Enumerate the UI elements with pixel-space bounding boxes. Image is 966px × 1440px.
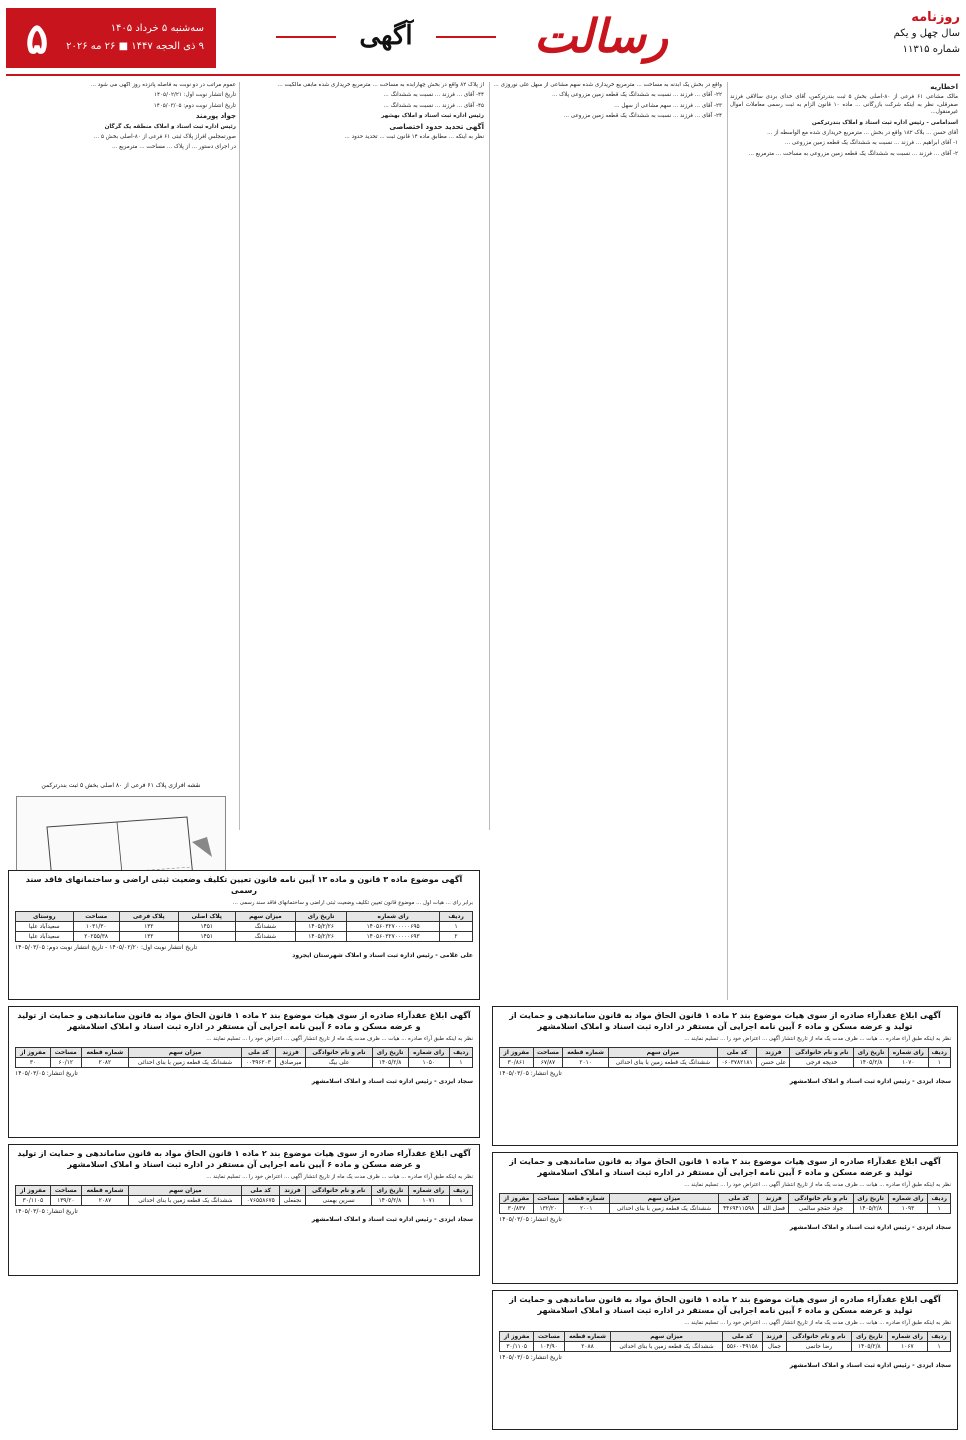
- header-divider: [6, 74, 960, 76]
- newspaper-logo: رسالت: [534, 9, 668, 63]
- notice-box: [8, 870, 480, 1000]
- publish-date: تاریخ انتشار: ۱۴۰۵/۰۳/۰۵: [15, 1208, 78, 1216]
- publish-date: تاریخ انتشار: ۱۴۰۵/۰۳/۰۵: [499, 1070, 562, 1078]
- table-cell: جمال: [763, 1342, 787, 1352]
- publish-date: تاریخ انتشار: ۱۴۰۵/۰۳/۰۵: [499, 1354, 562, 1362]
- table-header-cell: تاریخ رای: [372, 1048, 408, 1058]
- table-row: [16, 922, 473, 932]
- table-header-cell: تاریخ رای: [854, 1048, 889, 1058]
- table-cell: ۱۴۰۵/۲/۸: [853, 1204, 888, 1214]
- table-cell: ۱: [928, 1204, 951, 1214]
- table-cell: ۳۰: [16, 1058, 51, 1068]
- table-cell: ۱۴۰۵۶۰۳۲۷۰۰۰۰۰۶۹۳: [347, 932, 440, 942]
- notice-paragraph: نظر به اینکه ... مطابق ماده ۱۴ قانون ثبت ... تحدید حدود ...: [344, 134, 484, 141]
- table-header-cell: ردیف: [449, 1048, 472, 1058]
- table-header-cell: شماره قطعه: [564, 1332, 611, 1342]
- notice-signature: سجاد ایزدی - رئیس اداره ثبت اسناد و املاک اسلامشهر: [789, 1078, 951, 1086]
- table-cell: رضا حاتمی: [786, 1342, 851, 1352]
- notice-table: [15, 911, 473, 942]
- table-header-row: [16, 1048, 473, 1058]
- table-cell: ۱۳۹/۲۰: [50, 1196, 81, 1206]
- table-cell: علی حسن: [757, 1058, 790, 1068]
- notice-signature: سجاد ایزدی - رئیس اداره ثبت اسناد و املاک اسلامشهر: [789, 1224, 951, 1232]
- notice-paragraph: آقای حسن ... بلاک ۱۸۲ واقع در بخش ... مترمربع خریداری شده مع الواسطه از ...: [767, 130, 958, 137]
- notice-table: [15, 1185, 473, 1206]
- notice-title: آگهی ابلاغ عقدآراء صادره از سوی هیات موضوع بند ۲ ماده ۱ قانون الحاق مواد به قانون ساماندهی و حمایت از تولید و عرضه مسکن و ماده ۶ آیین نامه اجرایی آن مستقر در اداره ثبت اسناد و املاک اسلامشهر: [17, 1149, 471, 1169]
- table-cell: ۳۰/۸۳۷: [500, 1204, 534, 1214]
- table-header-row: [500, 1194, 951, 1204]
- notice-signature: علی غلامی - رئیس اداره ثبت اسناد و املاک شهرستان ایجرود: [292, 952, 473, 960]
- table-header-cell: مفروز از: [16, 1048, 51, 1058]
- table-cell: ششدانگ: [235, 932, 295, 942]
- column-2: [492, 82, 722, 1000]
- table-header-cell: رای شماره: [408, 1186, 449, 1196]
- notice-paragraph: ۲- آقای ... فرزند ... نسبت به ششدانگ یک قطعه زمین مزروعی به مساحت ... مترمربع ...: [748, 150, 958, 157]
- table-header-row: [500, 1332, 951, 1342]
- table-cell: ۱: [449, 1058, 472, 1068]
- notice-text: برابر رای ... هیات اول ... موضوع قانون تعیین تکلیف وضعیت ثبتی اراضی و ساختمانهای فاقد سند رسمی ...: [232, 900, 473, 906]
- table-header-cell: کد ملی: [242, 1186, 280, 1196]
- table-row: [16, 1196, 473, 1206]
- publish-date: تاریخ انتشار نوبت اول: ۱۴۰۵/۰۲/۲۰ - تاریخ انتشار نوبت دوم: ۱۴۰۵/۰۳/۰۵: [15, 944, 198, 952]
- table-cell: ۱۳۲/۲۰: [533, 1204, 563, 1214]
- table-cell: ۱۰۹۳: [888, 1204, 928, 1214]
- notice-paragraph: ۲۳- آقای ... فرزند ... سهم مشاعی از سهل ...: [614, 102, 722, 109]
- table-cell: ۲۰۰۱: [563, 1204, 609, 1214]
- table-header-cell: فرزند: [275, 1048, 306, 1058]
- publish-date: تاریخ انتشار: ۱۴۰۵/۰۳/۰۵: [15, 1070, 78, 1078]
- table-cell: فضل الله: [759, 1204, 789, 1214]
- table-header-cell: میزان سهم: [611, 1332, 722, 1342]
- table-cell: ششدانگ یک قطعه زمین با بنای احداثی: [609, 1204, 718, 1214]
- table-header-cell: شماره قطعه: [563, 1194, 609, 1204]
- table-cell: ششدانگ یک قطعه زمین با بنای احداثی: [129, 1058, 242, 1068]
- table-cell: ششدانگ: [235, 922, 295, 932]
- notice-paragraph: در اجرای دستور ... از پلاک ... مساحت ... مترمربع ...: [112, 144, 236, 151]
- table-header-cell: پلاک فرعی: [119, 912, 178, 922]
- table-cell: ۶۷/۸۷: [533, 1058, 563, 1068]
- notice-text: نظر به اینکه طبق آراء صادره ... هیات ... ظرف مدت یک ماه از تاریخ انتشار آگهی ... اعتراض خود را ... تسلیم نمایند ...: [206, 1174, 473, 1180]
- notice-box: [492, 1290, 958, 1430]
- date-block: [60, 20, 208, 56]
- plan-caption: نقشه افرازی پلاک ۶۱ فرعی از ۸۰ اصلی بخش ۵ ثبت بندرترکمن: [41, 782, 201, 789]
- notice-paragraph: واقع در بخش یک ابدنه به مساحت ... مترمربع خریداری شده سهم مشاعی از سهل علی نوروزی ...: [493, 82, 722, 88]
- notice-text: نظر به اینکه طبق آراء صادره ... هیات ... ظرف مدت یک ماه از تاریخ انتشار آگهی ... اعتراض خود را ... تسلیم نمایند ...: [684, 1036, 951, 1042]
- table-cell: جواد حقجو سالمی: [789, 1204, 853, 1214]
- brand-label: روزنامه: [911, 10, 960, 25]
- table-header-cell: مساحت: [533, 1048, 563, 1058]
- notice-box: [492, 1006, 958, 1146]
- column-divider: [239, 82, 240, 830]
- notice-paragraph: ۱- آقای ابراهیم ... فرزند ... نسبت به ششدانگ یک قطعه زمین مزروعی ...: [784, 140, 958, 147]
- notice-text: نظر به اینکه طبق آراء صادره ... هیات ... ظرف مدت یک ماه از تاریخ انتشار آگهی ... اعتراض خود را ... تسلیم نمایند ...: [684, 1320, 951, 1326]
- table-header-cell: تاریخ رای: [296, 912, 347, 922]
- table-header-cell: روستای: [16, 912, 74, 922]
- table-header-cell: ردیف: [928, 1332, 951, 1342]
- table-cell: ۰۷۶۵۵۸۶۷۵: [242, 1196, 280, 1206]
- table-header-cell: شماره قطعه: [81, 1048, 129, 1058]
- table-header-cell: مساحت: [534, 1332, 564, 1342]
- table-header-row: [16, 912, 473, 922]
- table-header-cell: مفروز از: [500, 1332, 534, 1342]
- notice-paragraph: مالک مشاعی ۶۱ فرعی از ۸۰-اصلی بخش ۵ ثبت بندرترکمن، آقای خدای بردی سالاقی فرزند صفرقلی، نظر به اینکه شرکت بازرگانی ... ماده ۱۰ قانون الزام به ثبت رسمی معاملات اموال غیرمنقول...: [730, 94, 958, 116]
- table-cell: سعیدآباد علیا: [16, 922, 74, 932]
- table-header-cell: کد ملی: [241, 1048, 275, 1058]
- table-cell: ۱۴۰۵/۲/۸: [854, 1058, 889, 1068]
- table-header-cell: فرزند: [759, 1194, 789, 1204]
- table-cell: ششدانگ یک قطعه زمین با بنای احداثی: [609, 1058, 718, 1068]
- table-header-cell: مساحت: [73, 912, 119, 922]
- table-cell: ۳۰/۸۶۱: [500, 1058, 534, 1068]
- table-row: [500, 1204, 951, 1214]
- table-row: [16, 932, 473, 942]
- table-header-cell: تاریخ رای: [372, 1186, 408, 1196]
- table-header-row: [500, 1048, 951, 1058]
- issue-number: شماره ۱۱۳۱۵: [902, 44, 960, 55]
- notice-table: [499, 1047, 951, 1068]
- table-header-cell: نام و نام خانوادگی: [306, 1048, 372, 1058]
- notice-title: آگهی ابلاغ عقدآراء صادره از سوی هیات موضوع بند ۲ ماده ۱ قانون الحاق مواد به قانون ساماندهی و حمایت از تولید و عرضه مسکن و ماده ۶ آیین نامه اجرایی آن مستقر در اداره ثبت اسناد و املاک اسلامشهر: [17, 1011, 471, 1031]
- date-other: ۹ ذی الحجه ۱۴۴۷ ■ ۲۶ مه ۲۰۲۶: [66, 41, 204, 52]
- table-cell: ۲۰۸۷: [81, 1196, 129, 1206]
- table-cell: ۲۰۸۸: [564, 1342, 611, 1352]
- table-header-cell: تاریخ رای: [852, 1332, 888, 1342]
- table-header-cell: ردیف: [449, 1186, 472, 1196]
- date-banner: [6, 8, 216, 68]
- notice-paragraph: ۲۲- آقای ... فرزند ... نسبت به ششدانگ یک قطعه زمین مزروعی پلاک ...: [552, 92, 722, 99]
- notice-signature: رئیس اداره ثبت اسناد و املاک منطقه یک گرگان: [104, 123, 236, 130]
- notice-table: [499, 1331, 951, 1352]
- table-cell: ۱۴۵۱: [178, 932, 235, 942]
- table-header-cell: میزان سهم: [129, 1048, 242, 1058]
- table-header-cell: رای شماره: [888, 1194, 928, 1204]
- notice-title: آگهی ابلاغ عقدآراء صادره از سوی هیات موضوع بند ۲ ماده ۱ قانون الحاق مواد به قانون ساماندهی و حمایت از تولید و عرضه مسکن و ماده ۶ آیین نامه اجرایی آن مستقر در اداره ثبت اسناد و املاک اسلامشهر: [509, 1157, 941, 1177]
- table-header-cell: رای شماره: [888, 1048, 928, 1058]
- notice-signature: رئیس اداره ثبت اسناد و املاک بهشهر: [381, 113, 484, 120]
- table-header-cell: تاریخ رای: [853, 1194, 888, 1204]
- table-cell: ۱: [440, 922, 473, 932]
- table-cell: ۲۰۱۰: [563, 1058, 609, 1068]
- notice-title: آگهی ابلاغ عقدآراء صادره از سوی هیات موضوع بند ۲ ماده ۱ قانون الحاق مواد به قانون ساماندهی و حمایت از تولید و عرضه مسکن و ماده ۶ آیین نامه اجرایی آن مستقر در اداره ثبت اسناد و املاک اسلامشهر: [509, 1295, 941, 1315]
- table-cell: ۱۰۵۰: [408, 1058, 449, 1068]
- issue-year: سال چهل و یکم: [893, 28, 960, 39]
- publish-date: تاریخ انتشار نوبت اول: ۱۴۰۵/۰۲/۲۱: [154, 92, 236, 99]
- table-row: [500, 1342, 951, 1352]
- notice-box: [8, 1144, 480, 1276]
- table-cell: ۱: [449, 1196, 472, 1206]
- table-cell: نجفعلی: [280, 1196, 306, 1206]
- table-cell: ۱۳۲: [119, 922, 178, 932]
- masthead: [6, 6, 960, 72]
- table-cell: ۱۰۷۰: [888, 1058, 928, 1068]
- table-header-cell: پلاک اصلی: [178, 912, 235, 922]
- column-divider: [727, 82, 728, 1000]
- page-number: ۵: [25, 13, 49, 63]
- table-header-cell: رای شماره: [887, 1332, 928, 1342]
- table-cell: خدیجه فرجی: [790, 1058, 854, 1068]
- table-cell: ۳۰/۱۱۰۵: [500, 1342, 534, 1352]
- section-title: آگهی: [256, 6, 516, 70]
- table-header-row: [16, 1186, 473, 1196]
- table-header-cell: مساحت: [533, 1194, 563, 1204]
- table-header-cell: مفروز از: [500, 1048, 534, 1058]
- notice-paragraph: ۴۴- آقای ... فرزند ... نسبت به ششدانگ ...: [383, 92, 484, 99]
- column-4: [8, 82, 236, 830]
- table-header-cell: کد ملی: [717, 1048, 757, 1058]
- notice-title: آگهی موضوع ماده ۳ قانون و ماده ۱۳ آیین نامه قانون تعیین تکلیف وضعیت ثبتی اراضی و ساختمانهای فاقد سند رسمی: [25, 875, 463, 895]
- table-cell: ۱: [928, 1058, 950, 1068]
- table-cell: میرصادق: [275, 1058, 306, 1068]
- table-header-cell: ردیف: [928, 1048, 950, 1058]
- table-header-cell: میزان سهم: [129, 1186, 242, 1196]
- table-cell: ۱۴۵۱: [178, 922, 235, 932]
- table-cell: ۶۰/۱۲: [50, 1058, 81, 1068]
- table-header-cell: فرزند: [280, 1186, 306, 1196]
- table-cell: ۱: [928, 1342, 951, 1352]
- notice-paragraph: از پلاک ۸۲ واقع در بخش چهارآبده به مساحت ... مترمربع خریداری شده مابقی مالکیت ...: [277, 82, 484, 88]
- notice-text: نظر به اینکه طبق آراء صادره ... هیات ... ظرف مدت یک ماه از تاریخ انتشار آگهی ... اعتراض خود را ... تسلیم نمایند ...: [206, 1036, 473, 1042]
- table-row: [500, 1058, 951, 1068]
- notice-box: [8, 1006, 480, 1138]
- table-header-cell: کد ملی: [722, 1332, 762, 1342]
- notice-table: [15, 1047, 473, 1068]
- publish-date: تاریخ انتشار نوبت دوم: ۱۴۰۵/۰۳/۰۵: [153, 102, 236, 109]
- table-cell: ۴۴۶۹۴۱۱۵۹۸: [719, 1204, 759, 1214]
- table-cell: ۱۰۶۷: [887, 1342, 928, 1352]
- table-header-cell: فرزند: [763, 1332, 787, 1342]
- notice-paragraph: ۲۴- آقای ... فرزند ... نسبت به ششدانگ یک قطعه زمین مزروعی ...: [563, 113, 722, 120]
- notice-paragraph: ۴۵- آقای ... فرزند ... نسبت به ششدانگ ...: [383, 102, 484, 109]
- table-cell: ششدانگ یک قطعه زمین با بنای احداثی: [129, 1196, 242, 1206]
- table-cell: ۱۴۰۵/۲/۸: [372, 1196, 408, 1206]
- table-header-cell: کد ملی: [719, 1194, 759, 1204]
- table-cell: نسرین بهمنی: [306, 1196, 372, 1206]
- table-header-cell: نام و نام خانوادگی: [790, 1048, 854, 1058]
- notice-box: [492, 1152, 958, 1284]
- notice-table: [499, 1193, 951, 1214]
- table-header-cell: ردیف: [928, 1194, 951, 1204]
- notice-paragraph: عموم مراتب در دو نوبت به فاصله پانزده روز آگهی می شود ...: [90, 82, 236, 88]
- notice-signature: سجاد ایزدی - رئیس اداره ثبت اسناد و املاک اسلامشهر: [789, 1362, 951, 1370]
- table-cell: ۱۴۰۵/۲/۸: [372, 1058, 408, 1068]
- notice-signature: سجاد ایزدی - رئیس اداره ثبت اسناد و املاک اسلامشهر: [311, 1078, 473, 1086]
- table-cell: ۲: [440, 932, 473, 942]
- table-cell: ۲۰۲۵۵/۳۸: [73, 932, 119, 942]
- table-cell: ۱۰۳۱/۳۰: [73, 922, 119, 932]
- column-3: [244, 82, 484, 830]
- table-header-cell: میزان سهم: [609, 1194, 718, 1204]
- notice-signature: اسدامامی - رئیس اداره ثبت اسناد و املاک بندرترکمن: [811, 119, 958, 126]
- table-cell: ۰۰۴۹۶۲۰۳: [241, 1058, 275, 1068]
- table-header-cell: میزان سهم: [609, 1048, 718, 1058]
- table-header-cell: مفروز از: [16, 1186, 51, 1196]
- table-header-cell: رای شماره: [347, 912, 440, 922]
- table-cell: ۱۳۲: [119, 932, 178, 942]
- column-1: [730, 82, 958, 1000]
- table-header-cell: فرزند: [757, 1048, 790, 1058]
- table-cell: ۱۴۰۵۶۰۳۲۷۰۰۰۰۰۶۹۵: [347, 922, 440, 932]
- table-header-cell: نام و نام خانوادگی: [786, 1332, 851, 1342]
- table-cell: ششدانگ یک قطعه زمین با بنای احداثی: [611, 1342, 722, 1352]
- table-header-cell: مساحت: [50, 1186, 81, 1196]
- table-header-cell: شماره قطعه: [81, 1186, 129, 1196]
- table-cell: ۱۴۰۵/۲/۸: [852, 1342, 888, 1352]
- publish-date: تاریخ انتشار: ۱۴۰۵/۰۳/۰۵: [499, 1216, 562, 1224]
- table-header-cell: شماره قطعه: [563, 1048, 609, 1058]
- table-cell: ۱۴۰۵/۲/۲۶: [296, 922, 347, 932]
- table-cell: ۲۰۸۲: [81, 1058, 129, 1068]
- table-cell: ۳۰/۱۱۰۵: [16, 1196, 51, 1206]
- notice-signature: سجاد ایزدی - رئیس اداره ثبت اسناد و املاک اسلامشهر: [311, 1216, 473, 1224]
- table-row: [16, 1058, 473, 1068]
- table-cell: ۰۶۰۳۷۸۲۱۸۱: [717, 1058, 757, 1068]
- table-header-cell: میزان سهم: [235, 912, 295, 922]
- table-header-cell: مساحت: [50, 1048, 81, 1058]
- table-cell: علی بیگ: [306, 1058, 372, 1068]
- notice-text: نظر به اینکه طبق آراء صادره ... هیات ... ظرف مدت یک ماه از تاریخ انتشار آگهی ... اعتراض خود را ... تسلیم نمایند ...: [684, 1182, 951, 1188]
- issue-info: [790, 10, 960, 66]
- notice-paragraph: صورتمجلس افراز پلاک ثبتی ۶۱ فرعی از ۸۰-اصلی بخش ۵ ...: [93, 134, 236, 141]
- notice-heading: اخطاریه: [930, 83, 958, 91]
- table-header-cell: نام و نام خانوادگی: [306, 1186, 372, 1196]
- table-cell: ۱۰۷۱: [408, 1196, 449, 1206]
- column-divider: [489, 82, 490, 830]
- table-cell: سعیدآباد علیا: [16, 932, 74, 942]
- table-header-cell: ردیف: [440, 912, 473, 922]
- notice-title: آگهی ابلاغ عقدآراء صادره از سوی هیات موضوع بند ۲ ماده ۱ قانون الحاق مواد به قانون ساماندهی و حمایت از تولید و عرضه مسکن و ماده ۶ آیین نامه اجرایی آن مستقر در اداره ثبت اسناد و املاک اسلامشهر: [509, 1011, 941, 1031]
- table-header-cell: نام و نام خانوادگی: [789, 1194, 853, 1204]
- table-header-cell: رای شماره: [408, 1048, 449, 1058]
- table-cell: ۵۵۶۰۰۴۹۱۵۸: [722, 1342, 762, 1352]
- notice-signer: جواد پورمند: [195, 112, 236, 121]
- date-persian: سه‌شنبه ۵ خرداد ۱۴۰۵: [110, 23, 204, 34]
- table-cell: ۱۰۴/۹۰: [534, 1342, 564, 1352]
- notice-heading: آگهی تحدید حدود اختصاصی: [389, 122, 484, 131]
- table-cell: ۱۴۰۵/۲/۲۶: [296, 932, 347, 942]
- table-header-cell: مفروز از: [500, 1194, 534, 1204]
